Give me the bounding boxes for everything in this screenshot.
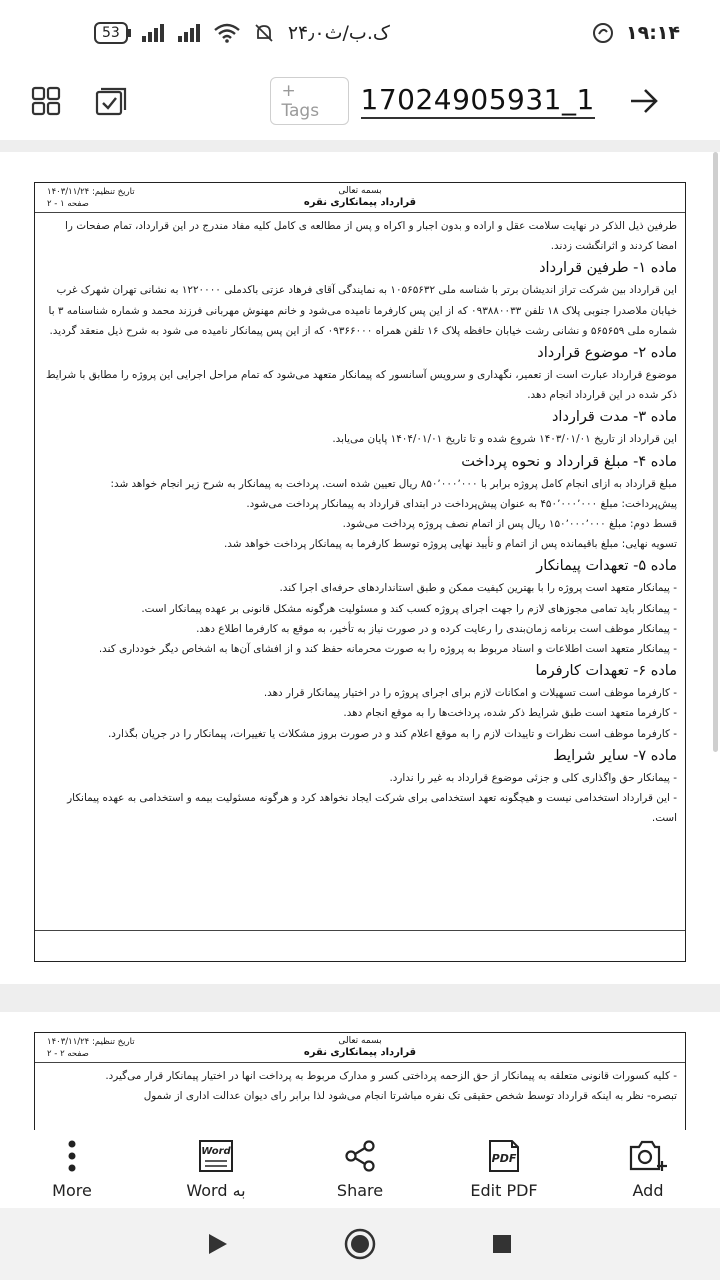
- page-header: [35, 1033, 685, 1063]
- share-button[interactable]: [300, 1139, 420, 1200]
- page-footer-line: [35, 930, 685, 931]
- section-text: - پیمانکار متعهد است پروژه را با بهترین کیفیت ممکن و طبق استانداردهای حرفه‌ای اجرا کند.: [279, 582, 677, 595]
- section-heading: ماده ۲- موضوع قرارداد: [537, 345, 677, 362]
- section-text: - پیمانکار حق واگذاری کلی و جزئی موضوع قرارداد به غیر را ندارد.: [389, 771, 677, 784]
- document-page-2: [0, 1012, 720, 1130]
- edit-pdf-label: Edit PDF: [470, 1180, 538, 1200]
- share-icon: [343, 1139, 377, 1173]
- battery-indicator: 53: [94, 22, 128, 44]
- app-notification-icon: [592, 22, 614, 44]
- section-text: این قرارداد از تاریخ ۱۴۰۳/۰۱/۰۱ شروع شده و تا تاریخ ۱۴۰۴/۰۱/۰۱ پایان می‌یابد.: [332, 433, 677, 446]
- section-heading: ماده ۷- سایر شرایط: [553, 747, 677, 764]
- header-bismillah: بسمه تعالی: [338, 1036, 382, 1046]
- wifi-icon: [214, 23, 240, 43]
- status-bar: [0, 0, 720, 66]
- header-date: تاریخ تنظیم: ۱۴۰۳/۱۱/۲۴: [47, 1037, 135, 1047]
- more-label: More: [52, 1180, 92, 1200]
- section-text: - کارفرما متعهد است طبق شرایط ذکر شده، پرداخت‌ها را به موقع انجام دهد.: [343, 707, 677, 720]
- share-label: Share: [336, 1180, 384, 1200]
- add-label: Add: [632, 1180, 664, 1200]
- signal-icon-2: [178, 24, 200, 42]
- intro-text: طرفین ذیل الذکر در نهایت سلامت عقل و اراده و بدون اجبار و اکراه و پس از مطالعه ی کامل کلیه مفاد مندرج در این قرارداد، تمام صفحات را امضا کردند و اثرانگشت زدند.: [65, 220, 677, 253]
- section-heading: ماده ۶- تعهدات کارفرما: [535, 663, 677, 680]
- scrollbar[interactable]: [713, 152, 718, 752]
- system-navigation-bar: [0, 1208, 720, 1280]
- clock: ۱۹:۱۴: [626, 22, 680, 44]
- section-text: - پیمانکار متعهد است اطلاعات و اسناد مربوط به پروژه را به صورت محرمانه حفظ کند و از افشای آن‌ها به اشخاص دیگر خودداری کند.: [98, 643, 677, 656]
- section-text: مبلغ قرارداد به ازای انجام کامل پروژه برابر با ۸۵۰٬۰۰۰٬۰۰۰ ریال تعیین شده است. پرداخت به پیمانکار به شرح زیر انجام خواهد شد:: [110, 477, 677, 490]
- to-word-button[interactable]: [156, 1139, 276, 1200]
- section-text: قسط دوم: مبلغ ۱۵۰٬۰۰۰٬۰۰۰ ریال پس از اتمام نصف پروژه پرداخت می‌شود.: [342, 518, 677, 531]
- mute-notification-icon: [254, 23, 274, 43]
- page-frame: [34, 182, 686, 962]
- word-icon: [196, 1139, 236, 1173]
- section-heading: ماده ۳- مدت قرارداد: [551, 409, 677, 426]
- svg-text:Word: Word: [201, 1145, 231, 1157]
- page-frame: [34, 1032, 686, 1130]
- document-viewer[interactable]: [0, 140, 720, 1130]
- svg-text:PDF: PDF: [491, 1151, 517, 1165]
- recents-icon[interactable]: [491, 1233, 513, 1255]
- section-heading: ماده ۵- تعهدات پیمانکار: [536, 558, 677, 575]
- section-text: این قرارداد بین شرکت تراز اندیشان برتر با شناسه ملی ۱۰۵۶۵۶۳۲ به نمایندگی آقای فرهاد عزتی باکدملی ۱۲۲۰۰۰۰ به نشانی تهران شهرک غرب خیابان ملاصدرا جنوبی پلاک ۱۸ تلفن ۰۹۳۸۸۰۰۳۳ که از این پس کارفرما نامیده می‌شود و خانم مهنوش مهربانی فرزند محمد و شماره شناسنامه ۳ با شماره ملی ۵۶۵۶۵۹ و نشانی رشت خیابان حافظه پلاک ۱۶ تلفن همراه ۰۹۳۶۶۰۰۰ که از این پس پیمانکار نامیده می شود به شرح ذیل منعقد گردید.: [48, 284, 677, 337]
- section-text: - پیمانکار موظف است برنامه زمان‌بندی را رعایت کرده و در صورت نیاز به تأخیر، به موقع به کارفرما اطلاع دهد.: [196, 622, 677, 635]
- header-date: تاریخ تنظیم: ۱۴۰۳/۱۱/۲۴: [47, 187, 135, 197]
- home-icon[interactable]: [344, 1228, 376, 1260]
- page-body: [35, 1063, 685, 1106]
- section-text: تسویه نهایی: مبلغ باقیمانده پس از اتمام و تأیید نهایی پروژه توسط کارفرما به پیمانکار پرداخت خواهد شد.: [223, 538, 677, 551]
- document-page-1: [0, 152, 720, 984]
- header-title: قرارداد پیمانکاری نقره: [303, 1047, 417, 1058]
- add-photo-icon: [628, 1139, 668, 1173]
- section-text: - این قرارداد استخدامی نیست و هیچگونه تعهد استخدامی برای شرکت ایجاد نخواهد کرد و هرگونه مسئولیت بیمه و استخدامی به عهده پیمانکار است.: [67, 792, 677, 825]
- top-toolbar: [0, 66, 720, 136]
- forward-arrow-icon[interactable]: [627, 83, 662, 119]
- section-text: - کارفرما موظف است تسهیلات و امکانات لازم برای اجرای پروژه را در اختیار پیمانکار قرار دهد.: [263, 687, 677, 700]
- header-page-number: صفحه ۲ - ۲: [47, 1049, 89, 1059]
- select-check-icon[interactable]: [93, 83, 128, 119]
- add-button[interactable]: [588, 1139, 708, 1200]
- header-bismillah: بسمه تعالی: [338, 186, 382, 196]
- to-word-label: Word به: [186, 1180, 246, 1200]
- document-title-input[interactable]: 17024905931_1: [361, 83, 595, 119]
- tags-button[interactable]: + Tags: [270, 77, 348, 125]
- section-text: پیش‌پرداخت: مبلغ ۴۵۰٬۰۰۰٬۰۰۰ به عنوان پیش‌پرداخت در ابتدای قرارداد به پیمانکار پرداخت می‌شود.: [246, 497, 677, 510]
- page-body: [35, 213, 685, 828]
- bottom-action-bar: [0, 1130, 720, 1208]
- section-text: - کارفرما موظف است نظرات و تاییدات لازم را به موقع اعلام کند و در صورت بروز مشکلات یا تغییرات، پیمانکار را در جریان بگذارد.: [108, 727, 677, 740]
- section-text: تبصره- نظر به اینکه قرارداد توسط شخص حقیقی تک نفره مباشرتا انجام می‌شود لذا برابر رای دیوان عدالت اداری از شمول: [143, 1090, 677, 1103]
- more-button[interactable]: [12, 1139, 132, 1200]
- pdf-edit-icon: [484, 1139, 524, 1173]
- signal-icon: [142, 24, 164, 42]
- header-page-number: صفحه ۱ - ۲: [47, 199, 89, 209]
- page-header: [35, 183, 685, 213]
- back-play-icon[interactable]: [207, 1232, 229, 1256]
- grid-view-icon[interactable]: [28, 83, 63, 119]
- edit-pdf-button[interactable]: [444, 1139, 564, 1200]
- network-speed: ۲۴٫۰ک.ب/ث: [287, 22, 390, 44]
- section-text: - کلیه کسورات قانونی متعلقه به پیمانکار از حق الزحمه پرداختی کسر و مدارک مربوط به پرداخت انها در اختیار پیمانکار قرار می‌گیرد.: [105, 1070, 677, 1082]
- section-text: - پیمانکار باید تمامی مجوزهای لازم را جهت اجرای پروژه کسب کند و مسئولیت هرگونه مشکل قانونی بر عهده پیمانکار است.: [141, 602, 677, 615]
- header-title: قرارداد پیمانکاری نقره: [303, 197, 417, 208]
- section-text: موضوع قرارداد عبارت است از تعمیر، نگهداری و سرویس آسانسور که پیمانکار متعهد می‌شود که تمام مراحل اجرایی این پروژه را مطابق با شرایط ذکر شده در این قرارداد انجام دهد.: [45, 369, 677, 402]
- more-vertical-icon: [67, 1139, 77, 1173]
- section-heading: ماده ۱- طرفین قرارداد: [539, 260, 677, 277]
- section-heading: ماده ۴- مبلغ قرارداد و نحوه پرداخت: [461, 453, 677, 470]
